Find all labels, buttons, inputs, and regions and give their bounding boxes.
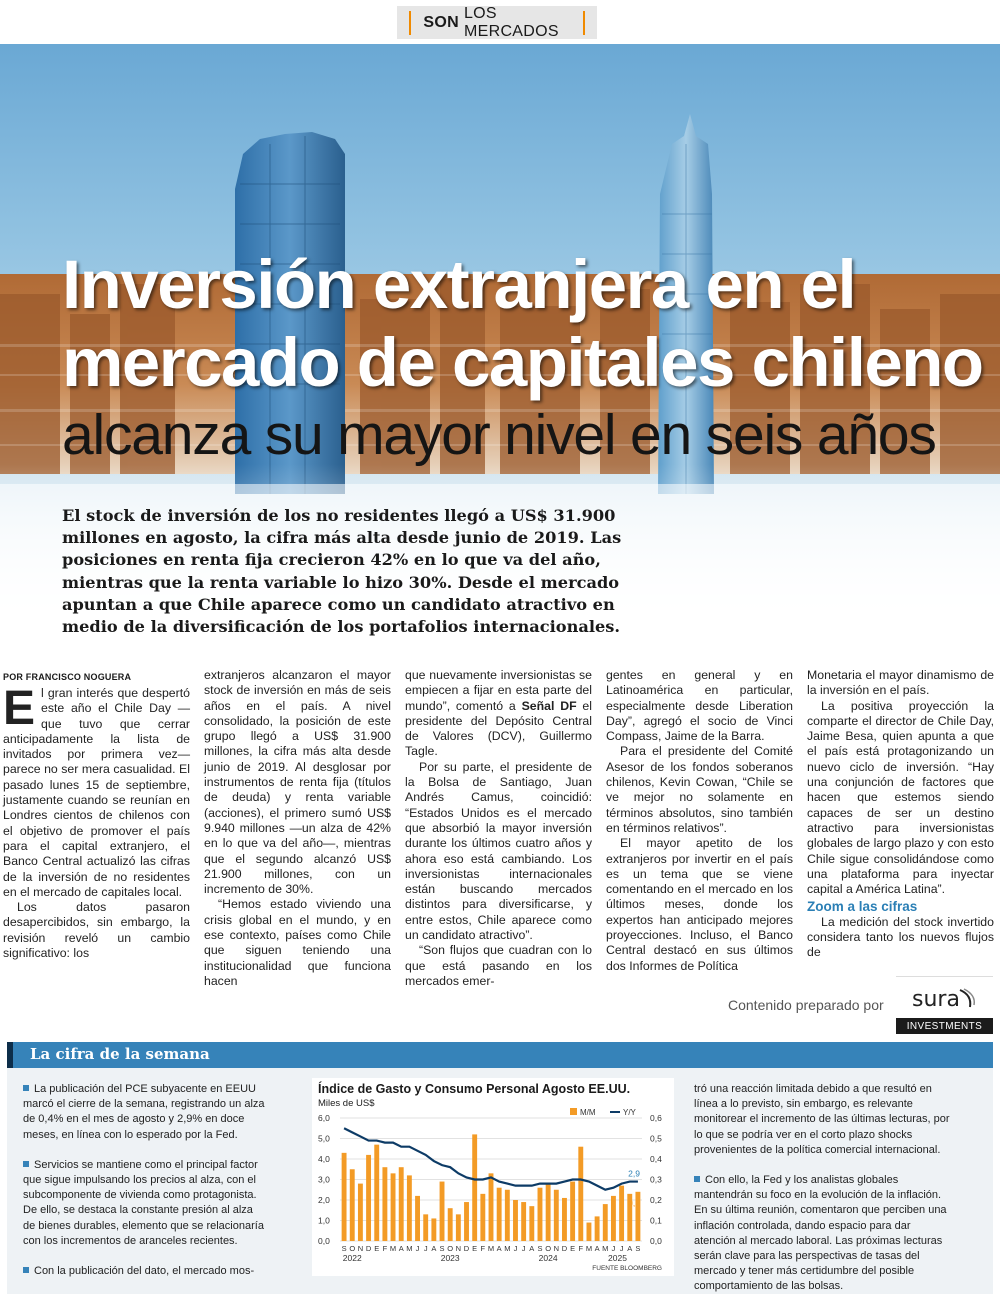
x-year-label: 2022 — [342, 1253, 362, 1263]
x-tick-label: A — [594, 1244, 600, 1253]
chart-source: FUENTE BLOOMBERG — [592, 1265, 662, 1272]
bar-mm — [570, 1182, 575, 1241]
bar-mm — [431, 1218, 436, 1241]
bar-mm — [497, 1188, 502, 1241]
legend-yy-label: Y/Y — [623, 1108, 636, 1117]
x-tick-label: O — [545, 1244, 552, 1253]
weekly-left-text-1: La publicación del PCE subyacente en EEUU marcó el cierre de la semana, registrando un alza de 0,4% en el mes de agosto y 2,9% en doce meses, en línea con lo esperado por la Fed. — [23, 1083, 265, 1141]
y-tick-right: 0,4 — [650, 1154, 662, 1164]
x-tick-label: M — [602, 1244, 609, 1253]
drop-cap: E — [3, 682, 36, 735]
weekly-right-p2 — [694, 1173, 954, 1295]
bar-mm — [366, 1155, 371, 1241]
col3-paragraph-2: Por su parte, el presidente de la Bolsa de Santiago, Juan Andrés Camus, coincidió: “Estados Unidos es el mercado que absorbió la mayor inversión durante los últimos cuatro años y ahora eso está cambiando. Los inversionistas internacionales están buscando mercados distintos para diversificarse, y entre estos, Chile aparece como un candidato atractivo”. — [405, 759, 592, 943]
x-tick-label: F — [578, 1244, 584, 1253]
bar-mm — [440, 1182, 445, 1241]
x-tick-label: S — [439, 1244, 445, 1253]
col3-paragraph-1 — [405, 668, 592, 760]
sura-logo — [896, 976, 993, 1034]
x-tick-label: N — [553, 1244, 560, 1253]
x-tick-label: J — [619, 1244, 624, 1253]
bar-mm — [554, 1190, 559, 1241]
chart-title: Índice de Gasto y Consumo Personal Agosto EE.UU. — [318, 1082, 631, 1096]
sura-investments-label: INVESTMENTS — [896, 1018, 993, 1034]
col5-paragraph-1: Monetaria el mayor dinamismo de la inversión en el país. — [807, 668, 994, 698]
bar-mm — [538, 1188, 543, 1241]
bar-mm — [505, 1190, 510, 1241]
bar-mm — [513, 1200, 518, 1241]
headline-line-3: alcanza su mayor nivel en seis años — [62, 403, 936, 467]
sura-wordmark: sura — [912, 987, 960, 1012]
headline-line-2: mercado de capitales chileno — [62, 324, 983, 401]
weekly-header-band — [7, 1042, 993, 1068]
bar-mm — [456, 1214, 461, 1241]
col4-paragraph-1: gentes en general y en Latinoamérica en particular, especialmente desde Liberation Day”, agregó el socio de Vinci Compass, Jaime de la Barra. — [606, 668, 793, 744]
x-tick-label: D — [463, 1244, 470, 1253]
x-tick-label: S — [635, 1244, 641, 1253]
chart-svg — [312, 1078, 674, 1276]
sponsor-label: Contenido preparado por — [728, 997, 884, 1013]
bar-mm — [448, 1208, 453, 1241]
weekly-figure-section — [7, 1042, 993, 1294]
bar-mm — [578, 1147, 583, 1241]
col5-paragraph-2: La positiva proyección la comparte el director de Chile Day, Jaime Besa, quien apunta a que el país está protagonizando un nuevo ciclo de inversión. “Hay una conjunción de factores que hacen que estemos siendo capaces de ser un destino atractivo para inversionistas globales de largo plazo y con esto Chile sigue consolidándose como una plataforma para inyectar capital a América Latina”. — [807, 698, 994, 897]
bar-mm — [423, 1214, 428, 1241]
headline — [62, 246, 992, 470]
x-tick-label: J — [513, 1244, 518, 1253]
col4-paragraph-3: El mayor apetito de los extranjeros por invertir en el país es un tema que se viene comentando en el mercado en los últimos meses, donde los expertos han anticipado mejores proyecciones. Incluso, el Banco Central destacó en sus últimos dos Informes de Política — [606, 836, 793, 973]
x-tick-label: E — [472, 1244, 478, 1253]
x-year-label: 2023 — [440, 1253, 460, 1263]
x-year-label: 2025 — [608, 1253, 627, 1263]
y-tick-left: 0,0 — [318, 1236, 330, 1246]
bar-mm — [464, 1202, 469, 1241]
bar-mm — [546, 1184, 551, 1241]
headline-line-1: Inversión extranjera en el — [62, 246, 856, 323]
x-tick-label: A — [496, 1244, 502, 1253]
bar-mm — [382, 1167, 387, 1241]
weekly-left-p2 — [23, 1158, 265, 1249]
y-tick-left: 1,0 — [318, 1215, 330, 1226]
x-tick-label: A — [398, 1244, 404, 1253]
weekly-left-p3 — [23, 1264, 265, 1279]
legend-mm-swatch — [570, 1108, 577, 1115]
x-tick-label: M — [585, 1244, 593, 1253]
bar-mm — [562, 1198, 567, 1241]
bar-mm — [619, 1186, 624, 1241]
col1-paragraph-2: Los datos pasaron desapercibidos, sin embargo, la revisión reveló un cambio significativo: los — [3, 900, 190, 961]
section-tab — [397, 6, 597, 39]
x-tick-label: E — [374, 1244, 380, 1253]
bar-mm — [472, 1134, 477, 1241]
y-tick-left: 5,0 — [318, 1133, 330, 1144]
x-tick-label: M — [389, 1244, 397, 1253]
annotation-mm: 0,2 — [628, 1197, 640, 1208]
section-name-rest: LOS MERCADOS — [463, 4, 559, 40]
weekly-left-column — [23, 1082, 265, 1294]
bar-mm — [480, 1194, 485, 1241]
weekly-left-text-2: Servicios se mantiene como el principal factor que sigue impulsando los precios al alza, con el subcomponente de vivienda como protagonista. De ello, se destaca la constante presión al alza de bienes durables, elemento que se relacionaría con los incrementos de aranceles recientes. — [23, 1158, 264, 1247]
y-tick-right: 0,0 — [650, 1236, 662, 1246]
article-column-5 — [807, 668, 994, 960]
col4-paragraph-2: Para el presidente del Comité Asesor de los fondos soberanos chilenos, Kevin Cowan, “Chile se ve mejor no solamente en términos absolutos, sino también en términos relativos”. — [606, 744, 793, 835]
x-tick-label: O — [349, 1244, 356, 1253]
weekly-left-p1 — [23, 1082, 265, 1143]
section-bar-right — [583, 11, 585, 35]
col5-paragraph-3: La medición del stock invertido considera tanto los nuevos flujos de — [807, 914, 994, 960]
chart-ylabel: Miles de US$ — [318, 1098, 375, 1109]
col1-paragraph-1 — [3, 682, 190, 900]
x-tick-label: A — [431, 1244, 437, 1253]
col3-outlet: Señal DF — [521, 698, 577, 713]
hero-image — [0, 44, 1000, 640]
x-tick-label: M — [487, 1244, 495, 1253]
weekly-right-column — [694, 1082, 954, 1310]
bar-mm — [489, 1173, 494, 1241]
square-bullet-icon — [23, 1267, 29, 1273]
x-tick-label: A — [529, 1244, 535, 1253]
y-tick-right: 0,3 — [650, 1174, 662, 1185]
article-column-1 — [3, 682, 190, 961]
weekly-left-text-3: Con la publicación del dato, el mercado mos- — [34, 1265, 255, 1278]
bar-mm — [399, 1167, 404, 1241]
col3-paragraph-3: “Son flujos que cuadran con lo que está pasando en los mercados emer- — [405, 943, 592, 988]
x-tick-label: S — [537, 1244, 543, 1253]
weekly-right-text-2: Con ello, la Fed y los analistas globales mantendrán su foco en la evolución de la inflación. En su última reunión, comentaron que perciben una inflación controlada, dando espacio para dar atención al mercado laboral. Las próximas lecturas serán clave para las perspectivas de tasas del mercado y tener más certidumbre del posible comportamiento de las bolsas. — [694, 1174, 947, 1293]
article-column-4 — [606, 668, 793, 973]
article-column-3 — [405, 668, 592, 988]
x-tick-label: N — [455, 1244, 462, 1253]
bar-mm — [374, 1145, 379, 1241]
bar-mm — [407, 1175, 412, 1241]
lede-paragraph: El stock de inversión de los no residentes llegó a US$ 31.900 millones en agosto, la cifra más alta desde junio de 2019. Las posiciones en renta fija crecieron 42% en lo que va del año, mientras que la renta variable lo hizo 30%. Desde el mercado apuntan a que Chile aparece como un candidato atractivo en medio de la diversificación de los portafolios internacionales. — [62, 506, 622, 637]
sura-swoosh-icon — [958, 987, 978, 1011]
col2-paragraph-2: “Hemos estado viviendo una crisis global en el mundo, y en ese contexto, países como Chile que siguen teniendo una institucionalidad que funciona hacen — [204, 897, 391, 988]
x-tick-label: D — [561, 1244, 568, 1253]
weekly-header-mark — [7, 1042, 13, 1068]
bar-mm — [342, 1153, 347, 1241]
x-tick-label: F — [382, 1244, 388, 1253]
x-year-label: 2024 — [538, 1253, 558, 1263]
square-bullet-icon — [23, 1085, 29, 1091]
x-tick-label: A — [627, 1244, 633, 1253]
y-tick-left: 2,0 — [318, 1195, 330, 1205]
bar-mm — [521, 1202, 526, 1241]
section-bar-left — [409, 11, 411, 35]
x-tick-label: M — [504, 1244, 511, 1253]
col3-text-c: el presidente del Depósito Central de Valores (DCV), Guillermo Tagle. — [405, 698, 592, 759]
x-tick-label: O — [447, 1244, 454, 1253]
col3-text-a: que nuevamente inversionistas se empiecen a fijar en esta parte del mundo”, comentó a — [405, 668, 592, 713]
y-tick-left: 3,0 — [318, 1174, 330, 1185]
y-tick-right: 0,5 — [650, 1133, 662, 1144]
col1-text: l gran interés que despertó este año el Chile Day —que tuvo que cerrar anticipadamente la lista de invitados por primera vez— parece no ser mera casualidad. El pasado lunes 15 de septiembre, justamente cuando se reunían en Londres cientos de chilenos con el objetivo de promover el país para el capital extranjero, el Banco Central actualizó las cifras de la inversión de no residentes en el mercado de capitales local. — [3, 686, 190, 899]
bar-mm — [529, 1206, 534, 1241]
x-tick-label: F — [480, 1244, 486, 1253]
bar-mm — [358, 1184, 363, 1241]
x-tick-label: J — [423, 1244, 428, 1253]
x-tick-label: D — [365, 1244, 372, 1253]
x-tick-label: S — [341, 1244, 347, 1253]
annotation-yy: 2,9 — [628, 1168, 640, 1179]
bar-mm — [350, 1169, 355, 1241]
y-tick-right: 0,2 — [650, 1195, 662, 1205]
square-bullet-icon — [23, 1161, 29, 1167]
y-tick-right: 0,1 — [650, 1215, 662, 1226]
x-tick-label: J — [521, 1244, 526, 1253]
x-tick-label: J — [415, 1244, 420, 1253]
bar-mm — [415, 1196, 420, 1241]
bar-mm — [603, 1204, 608, 1241]
byline: POR FRANCISCO NOGUERA — [3, 672, 132, 682]
y-tick-right: 0,6 — [650, 1113, 662, 1123]
y-tick-left: 4,0 — [318, 1154, 330, 1164]
article-column-2 — [204, 668, 391, 988]
bar-mm — [586, 1223, 591, 1241]
x-tick-label: E — [570, 1244, 576, 1253]
square-bullet-icon — [694, 1176, 700, 1182]
weekly-right-p1: tró una reacción limitada debido a que resultó en línea a lo previsto, sin embargo, es relevante monitorear el incremento de las últimas lecturas, por lo que se podría ver en el corto plazo shocks provenientes de la política comercial internacional. — [694, 1083, 950, 1156]
subheading-zoom: Zoom a las cifras — [807, 899, 918, 915]
section-name-bold: SON — [423, 13, 459, 31]
y-tick-left: 6,0 — [318, 1113, 330, 1123]
bar-mm — [595, 1216, 600, 1241]
col2-paragraph-1: extranjeros alcanzaron el mayor stock de inversión en más de seis años en el país. A nivel consolidado, la posición de este grupo llegó a US$ 31.900 millones, la cifra más alta desde junio de 2019. Al desglosar por instrumentos de renta fija (títulos de deuda) y renta variable (acciones), el primero sumó US$ 9.940 millones —un alza de 42% en lo que va del año—, mientras que el segundo alcanzó US$ 21.900 millones, con un incremento de 30%. — [204, 668, 391, 897]
legend-mm-label: M/M — [580, 1108, 596, 1117]
x-tick-label: M — [406, 1244, 413, 1253]
bar-mm — [611, 1196, 616, 1241]
weekly-title: La cifra de la semana — [30, 1045, 210, 1063]
bar-mm — [391, 1173, 396, 1241]
x-tick-label: N — [357, 1244, 364, 1253]
x-tick-label: J — [611, 1244, 616, 1253]
pce-chart — [312, 1078, 674, 1276]
